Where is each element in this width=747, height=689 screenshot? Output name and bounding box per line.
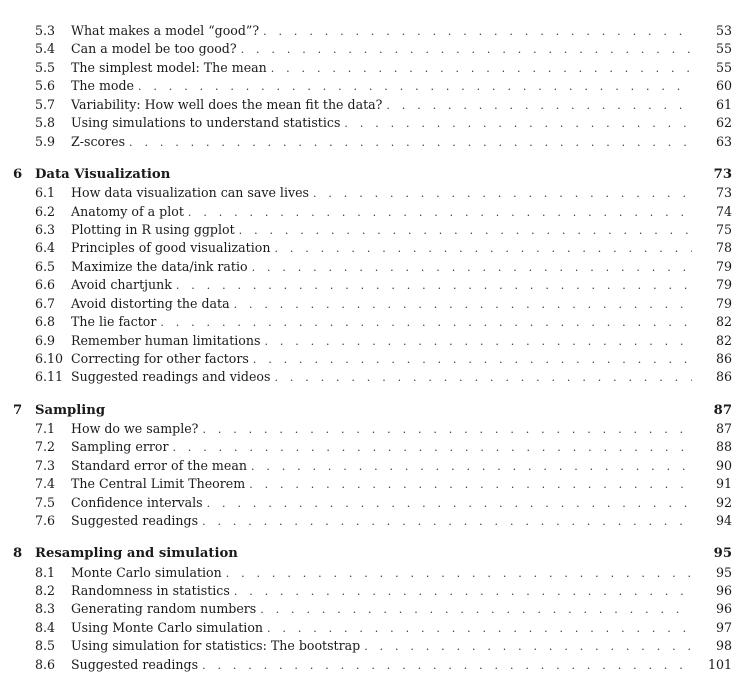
dot-leader <box>202 421 692 439</box>
page-number: 90 <box>715 457 732 473</box>
page-number: 75 <box>715 221 732 237</box>
page-number: 96 <box>715 601 732 617</box>
chapter-number: 6 <box>13 166 23 182</box>
section-number: 5.8 <box>35 115 56 131</box>
toc-entry[interactable] <box>0 494 747 512</box>
toc-entry[interactable] <box>0 40 747 58</box>
dot-leader <box>207 495 692 513</box>
page-number: 86 <box>715 351 732 367</box>
section-number: 6.8 <box>35 314 56 330</box>
dot-leader <box>202 513 692 531</box>
section-number: 5.3 <box>35 23 56 38</box>
toc-entry[interactable] <box>0 22 747 40</box>
page-number: 95 <box>715 564 732 580</box>
chapter-heading[interactable] <box>0 545 747 563</box>
toc-entry[interactable] <box>0 582 747 600</box>
section-number: 6.4 <box>35 240 56 256</box>
dot-leader <box>239 222 692 240</box>
section-title: Using Monte Carlo simulation <box>71 619 264 635</box>
toc-entry[interactable] <box>0 77 747 95</box>
section-title: Generating random numbers <box>71 601 257 617</box>
section-number: 6.2 <box>35 203 56 219</box>
page-number: 63 <box>715 133 732 149</box>
toc-entry[interactable] <box>0 239 747 257</box>
chapter-heading[interactable] <box>0 166 747 184</box>
dot-leader <box>129 134 692 152</box>
chapter-title: Sampling <box>35 402 106 418</box>
toc-entry[interactable] <box>0 368 747 386</box>
dot-leader <box>241 41 692 59</box>
section-number: 6.1 <box>35 185 56 201</box>
page-number: 87 <box>715 420 732 436</box>
chapter-7 <box>0 402 747 531</box>
page-number: 73 <box>715 185 732 201</box>
toc-entry[interactable] <box>0 313 747 331</box>
page-number: 79 <box>715 295 732 311</box>
chapter-title: Data Visualization <box>35 166 171 182</box>
dot-leader <box>176 277 692 295</box>
chapter-5-continued <box>0 22 747 151</box>
dot-leader <box>202 657 692 675</box>
chapter-page-number: 95 <box>713 546 732 562</box>
toc-entry[interactable] <box>0 438 747 456</box>
dot-leader <box>252 259 692 277</box>
toc-entry[interactable] <box>0 512 747 530</box>
section-number: 6.6 <box>35 277 56 293</box>
dot-leader <box>234 583 692 601</box>
chapter-8 <box>0 545 747 674</box>
toc-entry[interactable] <box>0 221 747 239</box>
section-number: 8.5 <box>35 638 56 654</box>
section-title: Suggested readings <box>71 513 199 529</box>
page-number: 98 <box>715 638 732 654</box>
section-number: 7.5 <box>35 494 56 510</box>
dot-leader <box>264 333 692 351</box>
section-title: Remember human limitations <box>71 332 261 348</box>
section-number: 5.6 <box>35 78 56 94</box>
dot-leader <box>251 458 692 476</box>
toc-entry[interactable] <box>0 637 747 655</box>
section-number: 6.11 <box>35 369 64 385</box>
chapter-page-number: 87 <box>713 402 732 418</box>
page-number: 97 <box>715 619 732 635</box>
section-title: Standard error of the mean <box>71 457 247 473</box>
dot-leader <box>249 476 692 494</box>
section-number: 6.10 <box>35 351 64 367</box>
toc-entry[interactable] <box>0 457 747 475</box>
page-number: 94 <box>715 513 732 529</box>
page-number: 92 <box>715 494 732 510</box>
page-number: 61 <box>715 96 732 112</box>
section-number: 8.4 <box>35 619 56 635</box>
section-title: Z-scores <box>71 133 126 149</box>
dot-leader <box>172 439 692 457</box>
section-title: Randomness in statistics <box>71 583 230 599</box>
dot-leader <box>344 115 692 133</box>
section-number: 8.2 <box>35 583 56 599</box>
section-title: Sampling error <box>71 439 169 455</box>
section-number: 7.1 <box>35 420 56 436</box>
section-title: Confidence intervals <box>71 494 203 510</box>
dot-leader <box>274 369 692 387</box>
chapter-title: Resampling and simulation <box>35 546 238 562</box>
section-title: Using simulation for statistics: The bootstrap <box>71 638 361 654</box>
toc-entry[interactable] <box>0 350 747 368</box>
section-number: 5.4 <box>35 41 56 57</box>
toc-entry[interactable] <box>0 564 747 582</box>
section-title: Using simulations to understand statistics <box>71 115 341 131</box>
section-number: 8.3 <box>35 601 56 617</box>
toc-entry[interactable] <box>0 295 747 313</box>
dot-leader <box>253 351 692 369</box>
section-number: 6.3 <box>35 221 56 237</box>
section-number: 6.9 <box>35 332 56 348</box>
section-title: Can a model be too good? <box>71 41 237 57</box>
section-title: Principles of good visualization <box>71 240 271 256</box>
section-title: The Central Limit Theorem <box>71 476 246 492</box>
chapter-page-number: 73 <box>713 166 732 182</box>
page-number: 82 <box>715 332 732 348</box>
section-number: 7.2 <box>35 439 56 455</box>
section-number: 7.6 <box>35 513 56 529</box>
dot-leader <box>226 565 692 583</box>
chapter-6 <box>0 166 747 387</box>
page-number: 96 <box>715 583 732 599</box>
toc-entry[interactable] <box>0 184 747 202</box>
toc-entry[interactable] <box>0 59 747 77</box>
toc-entry[interactable] <box>0 420 747 438</box>
section-title: What makes a model “good”? <box>71 23 260 38</box>
page-number: 101 <box>707 656 732 672</box>
page-number: 86 <box>715 369 732 385</box>
section-title: How do we sample? <box>71 420 199 436</box>
page-number: 82 <box>715 314 732 330</box>
section-number: 6.5 <box>35 258 56 274</box>
toc-entry[interactable] <box>0 258 747 276</box>
toc-entry[interactable] <box>0 133 747 151</box>
table-of-contents <box>0 22 747 674</box>
dot-leader <box>138 78 692 96</box>
dot-leader <box>188 204 692 222</box>
toc-entry[interactable] <box>0 96 747 114</box>
section-title: Variability: How well does the mean fit the data? <box>71 96 383 112</box>
section-title: Maximize the data/ink ratio <box>71 258 248 274</box>
section-title: Plotting in R using ggplot <box>71 221 235 237</box>
section-number: 5.9 <box>35 133 56 149</box>
section-number: 8.1 <box>35 564 56 580</box>
dot-leader <box>313 185 692 203</box>
section-title: Monte Carlo simulation <box>71 564 222 580</box>
page-number: 88 <box>715 439 732 455</box>
section-title: Suggested readings <box>71 656 199 672</box>
section-title: Anatomy of a plot <box>71 203 184 219</box>
section-number: 5.5 <box>35 59 56 75</box>
section-number: 8.6 <box>35 656 56 672</box>
toc-entry[interactable] <box>0 475 747 493</box>
section-title: Avoid distorting the data <box>71 295 230 311</box>
toc-entry[interactable] <box>0 114 747 132</box>
page-number: 53 <box>715 23 732 38</box>
section-title: Avoid chartjunk <box>71 277 172 293</box>
toc-entry[interactable] <box>0 203 747 221</box>
section-number: 7.3 <box>35 457 56 473</box>
chapter-number: 8 <box>13 546 23 562</box>
page-number: 79 <box>715 277 732 293</box>
toc-entry[interactable] <box>0 600 747 618</box>
section-title: How data visualization can save lives <box>71 185 310 201</box>
page-number: 91 <box>715 476 732 492</box>
page-number: 55 <box>715 59 732 75</box>
dot-leader <box>271 60 692 78</box>
dot-leader <box>267 620 692 638</box>
dot-leader <box>234 296 692 314</box>
toc-entry[interactable] <box>0 332 747 350</box>
dot-leader <box>364 638 692 656</box>
section-title: The mode <box>71 78 135 94</box>
section-title: The simplest model: The mean <box>71 59 267 75</box>
dot-leader <box>386 97 692 115</box>
page-number: 78 <box>715 240 732 256</box>
dot-leader <box>263 23 692 41</box>
chapter-number: 7 <box>13 402 23 418</box>
section-number: 7.4 <box>35 476 56 492</box>
page-number: 79 <box>715 258 732 274</box>
section-title: Suggested readings and videos <box>71 369 271 385</box>
section-number: 5.7 <box>35 96 56 112</box>
dot-leader <box>160 314 692 332</box>
page-number: 74 <box>715 203 732 219</box>
section-title: Correcting for other factors <box>71 351 249 367</box>
toc-entry[interactable] <box>0 619 747 637</box>
section-number: 6.7 <box>35 295 56 311</box>
toc-entry[interactable] <box>0 276 747 294</box>
page-number: 55 <box>715 41 732 57</box>
page-number: 60 <box>715 78 732 94</box>
toc-entry[interactable] <box>0 656 747 674</box>
section-title: The lie factor <box>71 314 157 330</box>
dot-leader <box>260 601 692 619</box>
dot-leader <box>274 240 692 258</box>
chapter-heading[interactable] <box>0 402 747 420</box>
page-number: 62 <box>715 115 732 131</box>
